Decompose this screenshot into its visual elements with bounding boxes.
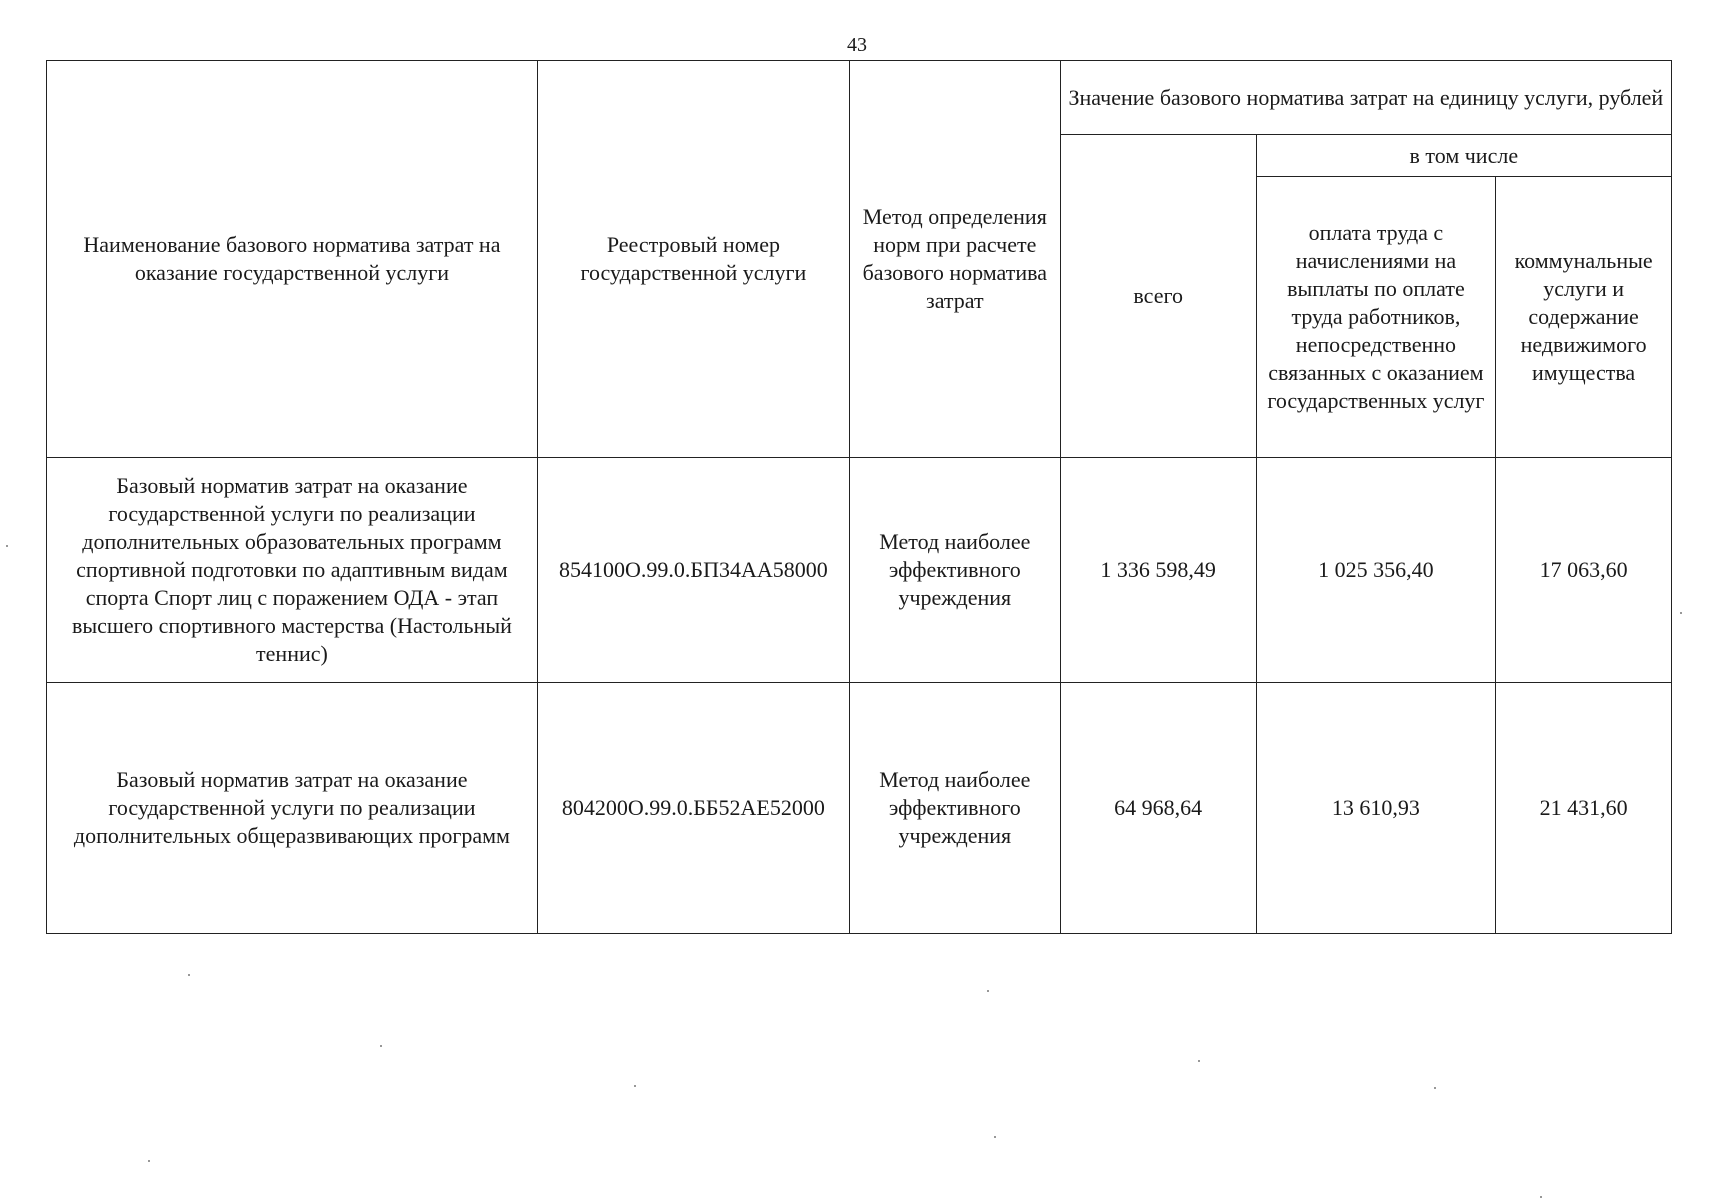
header-total: всего: [1060, 135, 1256, 458]
header-utilities: коммунальные услуги и содержание недвижимого имущества: [1496, 177, 1672, 458]
header-labor: оплата труда с начислениями на выплаты по оплате труда работников, непосредственно связанных с оказанием государственных услуг: [1256, 177, 1496, 458]
scan-speck: [380, 1045, 382, 1047]
table-row: [47, 457, 1672, 683]
scan-speck: [1540, 1196, 1542, 1198]
scan-speck: [987, 990, 989, 992]
row-labor: 1 025 356,40: [1256, 457, 1496, 683]
header-value-group: Значение базового норматива затрат на единицу услуги, рублей: [1060, 61, 1671, 135]
row-utilities: 17 063,60: [1496, 457, 1672, 683]
cost-norms-table: [46, 60, 1672, 934]
row-registry: 854100О.99.0.БП34АА58000: [537, 457, 849, 683]
scan-speck: [1680, 612, 1682, 614]
row-name: Базовый норматив затрат на оказание государственной услуги по реализации дополнительных образовательных программ спортивной подготовки по адаптивным видам спорта Спорт лиц с поражением ОДА - этап высшего спортивного мастерства (Настольный теннис): [47, 457, 538, 683]
row-method: Метод наиболее эффективного учреждения: [849, 683, 1060, 934]
row-method: Метод наиболее эффективного учреждения: [849, 457, 1060, 683]
row-name: Базовый норматив затрат на оказание государственной услуги по реализации дополнительных общеразвивающих программ: [47, 683, 538, 934]
scan-speck: [148, 1160, 150, 1162]
scan-speck: [634, 1085, 636, 1087]
header-registry: Реестровый номер государственной услуги: [537, 61, 849, 458]
header-method: Метод определения норм при расчете базового норматива затрат: [849, 61, 1060, 458]
header-including: в том числе: [1256, 135, 1671, 177]
header-name: Наименование базового норматива затрат на оказание государственной услуги: [47, 61, 538, 458]
header-row-1: [47, 61, 1672, 135]
scan-speck: [6, 545, 8, 547]
scan-speck: [1198, 1060, 1200, 1062]
row-total: 64 968,64: [1060, 683, 1256, 934]
scan-speck: [994, 1136, 996, 1138]
table-row: [47, 683, 1672, 934]
scan-speck: [1434, 1087, 1436, 1089]
row-registry: 804200О.99.0.ББ52АЕ52000: [537, 683, 849, 934]
row-utilities: 21 431,60: [1496, 683, 1672, 934]
row-total: 1 336 598,49: [1060, 457, 1256, 683]
scan-speck: [188, 974, 190, 976]
page-number: 43: [847, 34, 867, 56]
row-labor: 13 610,93: [1256, 683, 1496, 934]
